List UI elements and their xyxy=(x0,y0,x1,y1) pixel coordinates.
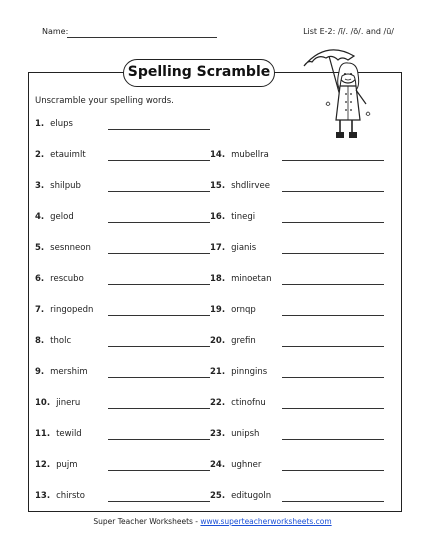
spelling-item xyxy=(210,303,256,317)
answer-line[interactable] xyxy=(282,160,384,161)
scrambled-word: ornqp xyxy=(231,305,256,315)
scrambled-word: ughner xyxy=(231,460,262,470)
item-number: 15. xyxy=(210,181,226,191)
spelling-item xyxy=(35,458,78,472)
answer-line[interactable] xyxy=(108,129,210,130)
scrambled-word: gianis xyxy=(231,243,257,253)
item-number: 5. xyxy=(35,243,45,253)
scrambled-word: chirsto xyxy=(56,491,85,501)
spelling-item xyxy=(35,303,93,317)
item-number: 13. xyxy=(35,491,51,501)
scrambled-word: ringopedn xyxy=(50,305,94,315)
scrambled-word: elups xyxy=(50,119,73,129)
answer-line[interactable] xyxy=(282,408,384,409)
scrambled-word: mershim xyxy=(50,367,88,377)
answer-line[interactable] xyxy=(108,470,210,471)
answer-line[interactable] xyxy=(282,284,384,285)
item-number: 4. xyxy=(35,212,45,222)
spelling-item xyxy=(210,334,256,348)
scrambled-word: shilpub xyxy=(50,181,81,191)
answer-line[interactable] xyxy=(282,501,384,502)
spelling-item xyxy=(35,272,84,286)
spelling-item xyxy=(35,148,86,162)
answer-line[interactable] xyxy=(108,439,210,440)
spelling-item xyxy=(210,179,270,193)
scrambled-word: gelod xyxy=(50,212,74,222)
spelling-item xyxy=(210,458,261,472)
scrambled-word: editugoln xyxy=(231,491,272,501)
item-number: 7. xyxy=(35,305,45,315)
scrambled-word: tewild xyxy=(56,429,82,439)
spelling-item xyxy=(210,272,271,286)
answer-line[interactable] xyxy=(108,346,210,347)
item-number: 3. xyxy=(35,181,45,191)
spelling-item xyxy=(210,489,271,503)
girl-with-umbrella-illustration xyxy=(296,44,386,144)
spelling-item xyxy=(210,427,259,441)
item-number: 1. xyxy=(35,119,45,129)
instructions: Unscramble your spelling words. xyxy=(35,96,174,106)
answer-line[interactable] xyxy=(108,191,210,192)
answer-line[interactable] xyxy=(108,377,210,378)
answer-line[interactable] xyxy=(282,346,384,347)
item-number: 11. xyxy=(35,429,51,439)
spelling-item xyxy=(35,396,80,410)
scrambled-word: unipsh xyxy=(231,429,260,439)
answer-line[interactable] xyxy=(282,439,384,440)
name-field[interactable] xyxy=(67,37,217,38)
spelling-item xyxy=(35,210,74,224)
spelling-item xyxy=(35,179,81,193)
scrambled-word: tinegi xyxy=(231,212,256,222)
answer-line[interactable] xyxy=(108,284,210,285)
scrambled-word: pujm xyxy=(56,460,78,470)
item-number: 14. xyxy=(210,150,226,160)
answer-line[interactable] xyxy=(282,315,384,316)
answer-line[interactable] xyxy=(108,315,210,316)
answer-line[interactable] xyxy=(108,160,210,161)
scrambled-word: etauimlt xyxy=(50,150,86,160)
spelling-item xyxy=(35,365,88,379)
footer-prefix: Super Teacher Worksheets - xyxy=(93,517,201,526)
scrambled-word: tholc xyxy=(50,336,72,346)
answer-line[interactable] xyxy=(282,191,384,192)
spelling-item xyxy=(210,148,269,162)
scrambled-word: mubellra xyxy=(231,150,269,160)
item-number: 18. xyxy=(210,274,226,284)
item-number: 17. xyxy=(210,243,226,253)
scrambled-word: pinngins xyxy=(231,367,268,377)
worksheet-title: Spelling Scramble xyxy=(123,59,275,87)
item-number: 2. xyxy=(35,150,45,160)
spelling-item xyxy=(210,365,267,379)
scrambled-word: jineru xyxy=(56,398,81,408)
spelling-item xyxy=(210,396,266,410)
spelling-item xyxy=(35,117,73,131)
answer-line[interactable] xyxy=(108,408,210,409)
scrambled-word: ctinofnu xyxy=(231,398,266,408)
item-number: 6. xyxy=(35,274,45,284)
footer-link[interactable]: www.superteacherworksheets.com xyxy=(200,517,332,526)
scrambled-word: rescubo xyxy=(50,274,84,284)
item-number: 25. xyxy=(210,491,226,501)
spelling-item xyxy=(35,334,71,348)
item-number: 9. xyxy=(35,367,45,377)
item-number: 8. xyxy=(35,336,45,346)
spelling-item xyxy=(35,427,82,441)
item-number: 21. xyxy=(210,367,226,377)
spelling-item xyxy=(35,241,91,255)
footer xyxy=(0,517,425,526)
item-number: 22. xyxy=(210,398,226,408)
scrambled-word: minoetan xyxy=(231,274,272,284)
item-number: 20. xyxy=(210,336,226,346)
answer-line[interactable] xyxy=(282,253,384,254)
item-number: 23. xyxy=(210,429,226,439)
answer-line[interactable] xyxy=(108,501,210,502)
spelling-item xyxy=(35,489,85,503)
answer-line[interactable] xyxy=(282,470,384,471)
item-number: 10. xyxy=(35,398,51,408)
spelling-item xyxy=(210,210,255,224)
list-label: List E-2: /ī/. /ō/. and /ū/ xyxy=(303,27,394,36)
item-number: 16. xyxy=(210,212,226,222)
scrambled-word: shdlirvee xyxy=(231,181,270,191)
answer-line[interactable] xyxy=(108,222,210,223)
answer-line[interactable] xyxy=(282,222,384,223)
spelling-item xyxy=(210,241,256,255)
answer-line[interactable] xyxy=(282,377,384,378)
name-label: Name: xyxy=(42,27,69,36)
scrambled-word: sesnneon xyxy=(50,243,91,253)
item-number: 12. xyxy=(35,460,51,470)
scrambled-word: grefin xyxy=(231,336,256,346)
item-number: 19. xyxy=(210,305,226,315)
item-number: 24. xyxy=(210,460,226,470)
answer-line[interactable] xyxy=(108,253,210,254)
